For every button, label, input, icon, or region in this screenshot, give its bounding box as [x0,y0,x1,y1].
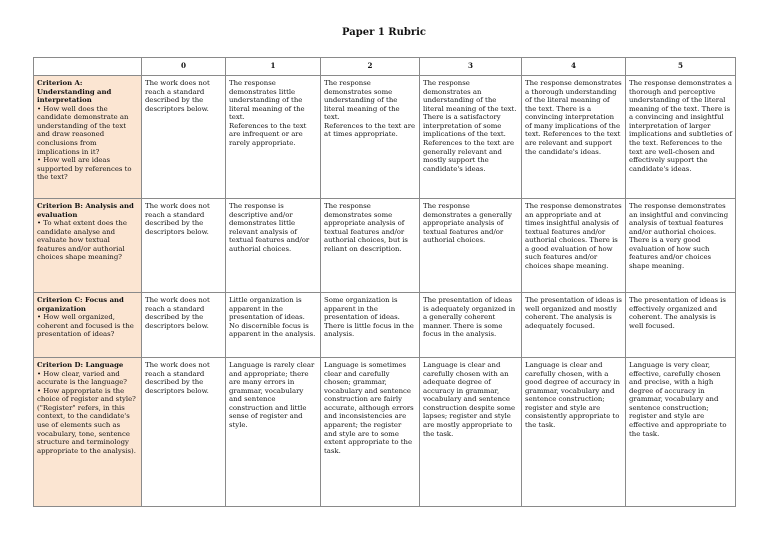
descriptor-text: The response demonstrates an appropriate and at times insightful analysis of textual features and/or authorial choices. There is a good evaluation of how such features and/or choices shape meaning. [525,202,622,270]
descriptor-text: References to the text are infrequent or are rarely appropriate. [229,121,307,147]
criterion-d-level-0 [142,358,226,507]
criterion-b-cell [34,199,142,293]
descriptor-text: The work does not reach a standard described by the descriptors below. [145,361,210,395]
criterion-c-level-4 [522,293,626,358]
descriptor-text: Language is clear and carefully chosen, with a good degree of accuracy in grammar, vocabulary and sentence construction; register and style are consistently appropriate to the task. [525,361,620,429]
criterion-c-level-1 [226,293,321,358]
criterion-c-level-0 [142,293,226,358]
descriptor-text: The presentation of ideas is well organized and mostly coherent. The analysis is adequately focused. [525,296,622,330]
header-level-1: 1 [226,58,321,76]
descriptor-text: Language is clear and carefully chosen with an adequate degree of accuracy in grammar, vocabulary and sentence construction despite some lapses; register and style are mostly appropriate to the task. [423,361,516,438]
descriptor-text: The work does not reach a standard described by the descriptors below. [145,79,210,113]
descriptor-text: Language is rarely clear and appropriate; there are many errors in grammar, vocabulary and sentence construction and little sense of register and style. [229,361,315,429]
criterion-a-question-1: • How well does the candidate demonstrate an understanding of the text and draw reasoned conclusions from implications in it? [37,104,129,156]
criterion-d-question-2: • How appropriate is the choice of register and style? ("Register" refers, in this context, to the candidate's use of elements such as vocabulary, tone, sentence structure and terminology appropriate to the analysis). [37,386,136,455]
criterion-a-cell [34,76,142,199]
criterion-b-level-3 [420,199,522,293]
descriptor-text: The response demonstrates some understanding of the literal meaning of the text. [324,79,400,122]
criterion-d-level-2 [321,358,420,507]
criterion-b-level-4 [522,199,626,293]
criterion-b-level-0 [142,199,226,293]
header-level-0: 0 [142,58,226,76]
descriptor-text: The response demonstrates an understanding of the literal meaning of the text. There is a satisfactory interpretation of some implications of the text. References to the text are generally relevant and mostly support the candidate's ideas. [423,79,517,173]
descriptor-text: Language is sometimes clear and carefully chosen; grammar, vocabulary and sentence construction are fairly accurate, although errors and inconsistencies are apparent; the register and style are to some extent appropriate to the task. [324,361,414,455]
descriptor-text: The presentation of ideas is adequately organized in a generally coherent manner. There is some focus in the analysis. [423,296,516,339]
criterion-a-title: Criterion A: Understanding and interpretation [37,79,112,105]
criterion-c-cell [34,293,142,358]
descriptor-text: The response is descriptive and/or demonstrates little relevant analysis of textual features and/or authorial choices. [229,202,310,253]
criterion-b-level-2 [321,199,420,293]
criterion-c-level-3 [420,293,522,358]
descriptor-text: Little organization is apparent in the presentation of ideas. No discernible focus is apparent in the analysis. [229,296,316,339]
header-level-2: 2 [321,58,420,76]
page-title: Paper 1 Rubric [341,27,426,38]
criterion-b-level-1 [226,199,321,293]
descriptor-text: The work does not reach a standard described by the descriptors below. [145,296,210,330]
criterion-a-level-2 [321,76,420,199]
header-level-3: 3 [420,58,522,76]
table-row [34,199,736,293]
criterion-b-title: Criterion B: Analysis and evaluation [37,202,134,219]
descriptor-text: References to the text are at times appropriate. [324,121,416,139]
rubric-table [33,57,736,507]
descriptor-text: The response demonstrates a thorough understanding of the literal meaning of the text. There is a convincing interpretation of many implications of the text. References to the text are relevant and support the candidate's ideas. [525,79,622,156]
criterion-a-level-3 [420,76,522,199]
criterion-c-question-1: • How well organized, coherent and focused is the presentation of ideas? [37,313,134,339]
criterion-d-question-1: • How clear, varied and accurate is the language? [37,369,127,387]
header-level-5: 5 [626,58,736,76]
criterion-b-question-1: • To what extent does the candidate analyse and evaluate how textual features and/or authorial choices shape meaning? [37,219,127,262]
descriptor-text: The response demonstrates a thorough and perceptive understanding of the literal meaning of the text. There is a convincing and insightful interpretation of larger implications and subtleties of the text. References to the text are well-chosen and effectively support the candidate's ideas. [629,79,733,173]
header-criterion-cell [34,58,142,76]
criterion-c-title: Criterion C: Focus and organization [37,296,124,313]
criterion-b-level-5 [626,199,736,293]
criterion-a-level-0 [142,76,226,199]
criterion-d-level-5 [626,358,736,507]
header-level-4: 4 [522,58,626,76]
criterion-d-title: Criterion D: Language [37,361,124,369]
descriptor-text: The response demonstrates a generally appropriate analysis of textual features and/or authorial choices. [423,202,512,245]
criterion-c-level-2 [321,293,420,358]
descriptor-text: Language is very clear, effective, carefully chosen and precise, with a high degree of accuracy in grammar, vocabulary and sentence construction; register and style are effective and appropriate to the task. [629,361,727,438]
criterion-d-cell [34,358,142,507]
descriptor-text: Some organization is apparent in the presentation of ideas. There is little focus in the analysis. [324,296,414,339]
table-row [34,358,736,507]
criterion-d-level-3 [420,358,522,507]
criterion-a-level-1 [226,76,321,199]
table-row [34,76,736,199]
header-row [34,58,736,76]
descriptor-text: The work does not reach a standard described by the descriptors below. [145,202,210,236]
descriptor-text: The response demonstrates little understanding of the literal meaning of the text. [229,79,305,122]
descriptor-text: The response demonstrates an insightful and convincing analysis of textual features and/or authorial choices. There is a very good evaluation of how such features and/or choices shape meaning. [629,202,729,270]
criterion-c-level-5 [626,293,736,358]
criterion-d-level-1 [226,358,321,507]
criterion-a-question-2: • How well are ideas supported by references to the text? [37,156,132,182]
descriptor-text: The presentation of ideas is effectively organized and coherent. The analysis is well focused. [629,296,726,330]
descriptor-text: The response demonstrates some appropriate analysis of textual features and/or authorial choices, but is reliant on description. [324,202,408,253]
criterion-a-level-5 [626,76,736,199]
table-row [34,293,736,358]
criterion-a-level-4 [522,76,626,199]
criterion-d-level-4 [522,358,626,507]
